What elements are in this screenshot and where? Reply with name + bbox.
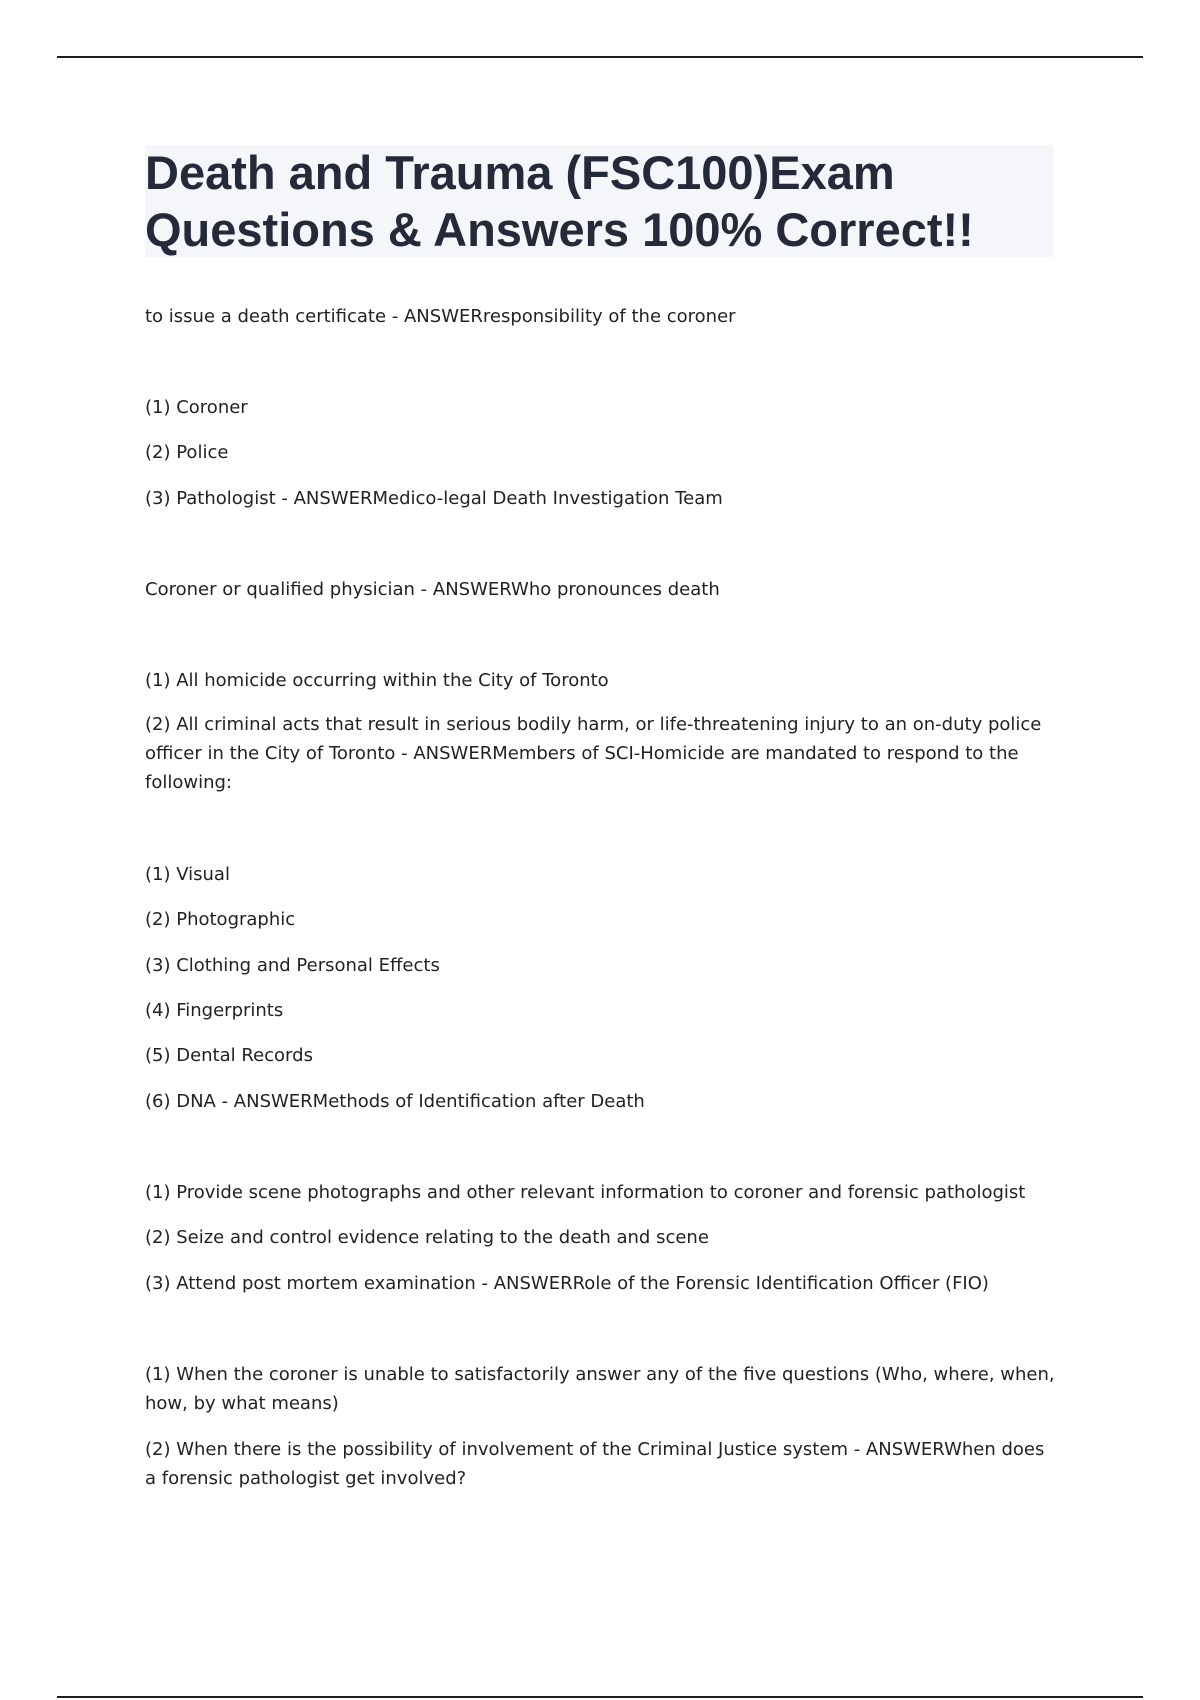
qa-paragraph: (2) Police	[145, 442, 229, 463]
footer-rule	[57, 1696, 1143, 1698]
qa-paragraph: (3) Pathologist - ANSWERMedico-legal Death Investigation Team	[145, 488, 723, 509]
qa-paragraph: (2) Photographic	[145, 909, 296, 930]
qa-paragraph: (5) Dental Records	[145, 1045, 313, 1066]
qa-paragraph: (1) Coroner	[145, 397, 248, 418]
qa-paragraph: (4) Fingerprints	[145, 1000, 284, 1021]
qa-paragraph: Coroner or qualified physician - ANSWERWho pronounces death	[145, 579, 720, 600]
document-title-line-2: Questions & Answers 100% Correct!!	[145, 203, 974, 256]
qa-paragraph: (2) Seize and control evidence relating to the death and scene	[145, 1227, 709, 1248]
qa-paragraph: (3) Clothing and Personal Effects	[145, 955, 440, 976]
qa-paragraph: (6) DNA - ANSWERMethods of Identification after Death	[145, 1091, 645, 1112]
qa-paragraph: (2) All criminal acts that result in serious bodily harm, or life-threatening injury to an on-duty police officer in the City of Toronto - ANSWERMembers of SCI-Homicide are mandated to respond to the following:	[145, 714, 1042, 793]
qa-paragraph: (1) All homicide occurring within the City of Toronto	[145, 670, 609, 691]
qa-paragraph: (1) Provide scene photographs and other relevant information to coroner and forensic pathologist	[145, 1182, 1026, 1203]
header-rule	[57, 56, 1143, 58]
qa-paragraph: (2) When there is the possibility of involvement of the Criminal Justice system - ANSWERWhen does a forensic pathologist get involved?	[145, 1439, 1045, 1489]
document-title-line-1: Death and Trauma (FSC100)Exam	[145, 146, 895, 199]
qa-paragraph: to issue a death certificate - ANSWERresponsibility of the coroner	[145, 306, 736, 327]
qa-paragraph: (1) When the coroner is unable to satisfactorily answer any of the five questions (Who, where, when, how, by what means)	[145, 1364, 1055, 1414]
qa-paragraph: (3) Attend post mortem examination - ANSWERRole of the Forensic Identification Officer (FIO)	[145, 1273, 989, 1294]
qa-paragraph: (1) Visual	[145, 864, 230, 885]
